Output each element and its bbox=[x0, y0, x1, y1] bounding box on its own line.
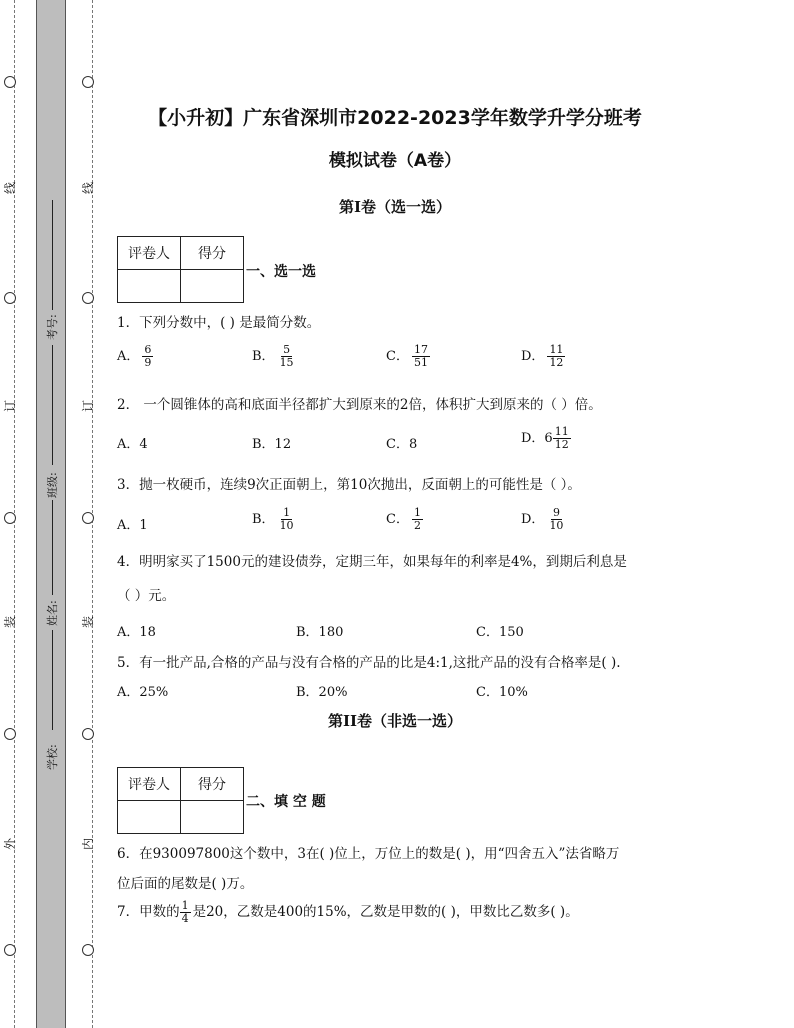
question-2-option-c[interactable]: C．8 bbox=[386, 437, 418, 452]
outer-mark-ding: 订 bbox=[3, 399, 18, 413]
option-label: D． bbox=[521, 512, 545, 527]
question-3-option-c[interactable] bbox=[386, 507, 423, 532]
question-5-option-a[interactable]: A．25% bbox=[117, 685, 169, 700]
score-table-score-header: 得分 bbox=[181, 237, 244, 270]
option-label: A． bbox=[117, 349, 140, 364]
binding-hole bbox=[82, 292, 94, 304]
field-line-school bbox=[52, 630, 53, 730]
question-4-option-b[interactable]: B．180 bbox=[296, 625, 344, 640]
question-2-option-d[interactable] bbox=[521, 426, 571, 451]
question-7: 7．甲数的 $\frac{1}{4}$ 是20，乙数是400的15%，乙数是甲数的( )，甲数比乙数多( )。 bbox=[117, 899, 579, 925]
fraction: $\frac{1}{2}$ bbox=[413, 506, 421, 532]
question-4-option-c[interactable]: C．150 bbox=[476, 625, 524, 640]
score-table-reviewer-cell[interactable] bbox=[118, 270, 181, 303]
inner-mark-xian: 线 bbox=[81, 181, 96, 195]
fraction: $\frac{11}{12}$ bbox=[549, 343, 564, 369]
score-table-2 bbox=[117, 767, 244, 834]
field-label-exam-no: 考号: bbox=[46, 314, 59, 340]
outer-mark-xian: 线 bbox=[3, 181, 18, 195]
page-title-line1: 【小升初】广东省深圳市2022-2023学年数学升学分班考 bbox=[148, 107, 642, 129]
question-3-option-d[interactable] bbox=[521, 507, 565, 532]
fraction: $\frac{1}{10}$ bbox=[279, 506, 294, 532]
outer-mark-zhuang: 装 bbox=[3, 615, 18, 629]
field-line-name bbox=[52, 500, 53, 595]
part1-title: 一、选一选 bbox=[246, 264, 316, 280]
score-table-score-cell[interactable] bbox=[181, 270, 244, 303]
part2-title: 二、填 空 题 bbox=[246, 794, 326, 810]
binding-hole bbox=[4, 292, 16, 304]
binding-hole bbox=[4, 76, 16, 88]
fraction: $\frac{9}{10}$ bbox=[549, 506, 564, 532]
option-label: D． bbox=[521, 349, 545, 364]
binding-band bbox=[36, 0, 66, 1028]
fraction: $\frac{5}{15}$ bbox=[279, 343, 294, 369]
question-6-line1: 6．在930097800这个数中，3在( )位上，万位上的数是( )，用“四舍五入”法省略万 bbox=[117, 846, 620, 862]
fraction: $\frac{17}{51}$ bbox=[413, 343, 428, 369]
question-3-option-a[interactable]: A．1 bbox=[117, 518, 148, 533]
option-label: C． bbox=[386, 512, 409, 527]
binding-hole bbox=[4, 728, 16, 740]
section2-heading: 第II卷（非选一选） bbox=[327, 712, 463, 730]
question-1-option-c[interactable] bbox=[386, 344, 430, 369]
inner-mark-zhuang: 装 bbox=[81, 615, 96, 629]
fraction: $\frac{11}{12}$ bbox=[554, 425, 569, 451]
score-table-score-cell[interactable] bbox=[181, 801, 244, 834]
question-4-option-a[interactable]: A．18 bbox=[117, 625, 156, 640]
option-label: C． bbox=[386, 349, 409, 364]
inner-mark-nei: 内 bbox=[81, 837, 96, 851]
question-5-option-c[interactable]: C．10% bbox=[476, 685, 528, 700]
field-label-school: 学校: bbox=[46, 744, 59, 770]
question-1-option-a[interactable] bbox=[117, 344, 153, 369]
question-1-stem: 1．下列分数中，( ) 是最简分数。 bbox=[117, 315, 321, 331]
option-label: B． bbox=[252, 349, 275, 364]
binding-hole bbox=[82, 944, 94, 956]
question-1-option-d[interactable] bbox=[521, 344, 565, 369]
question-6-line2: 位后面的尾数是( )万。 bbox=[117, 876, 254, 892]
question-3-option-b[interactable] bbox=[252, 507, 296, 532]
option-label: D．6 bbox=[521, 431, 553, 446]
inner-mark-ding: 订 bbox=[81, 399, 96, 413]
field-label-class: 班级: bbox=[46, 472, 59, 498]
fraction: $\frac{1}{4}$ bbox=[181, 899, 189, 925]
question-5-stem: 5．有一批产品,合格的产品与没有合格的产品的比是4:1,这批产品的没有合格率是( ). bbox=[117, 655, 621, 671]
binding-hole bbox=[82, 76, 94, 88]
question-5-option-b[interactable]: B．20% bbox=[296, 685, 348, 700]
field-line-class bbox=[52, 345, 53, 465]
outer-mark-wai: 外 bbox=[3, 837, 18, 851]
question-2-stem: 2． 一个圆锥体的高和底面半径都扩大到原来的2倍，体积扩大到原来的（ ）倍。 bbox=[117, 397, 602, 413]
question-4-stem-line1: 4．明明家买了1500元的建设债券，定期三年，如果每年的利率是4%，到期后利息是 bbox=[117, 554, 627, 570]
score-table-reviewer-header: 评卷人 bbox=[118, 237, 181, 270]
field-line-exam-no bbox=[52, 200, 53, 310]
section1-heading: 第I卷（选一选） bbox=[338, 198, 452, 216]
binding-hole bbox=[4, 944, 16, 956]
score-table-score-header: 得分 bbox=[181, 768, 244, 801]
question-1-option-b[interactable] bbox=[252, 344, 296, 369]
question-2-option-b[interactable]: B．12 bbox=[252, 437, 292, 452]
score-table-reviewer-header: 评卷人 bbox=[118, 768, 181, 801]
score-table-1 bbox=[117, 236, 244, 303]
field-label-name: 姓名: bbox=[46, 600, 59, 626]
score-table-reviewer-cell[interactable] bbox=[118, 801, 181, 834]
binding-hole bbox=[4, 512, 16, 524]
page-title-line2: 模拟试卷（A卷） bbox=[328, 151, 462, 171]
question-4-stem-line2: （ ）元。 bbox=[117, 588, 176, 604]
binding-hole bbox=[82, 512, 94, 524]
question-3-stem: 3．抛一枚硬币，连续9次正面朝上，第10次抛出，反面朝上的可能性是（ ）。 bbox=[117, 477, 581, 493]
binding-hole bbox=[82, 728, 94, 740]
option-label: B． bbox=[252, 512, 275, 527]
fraction: $\frac{6}{9}$ bbox=[144, 343, 152, 369]
question-2-option-a[interactable]: A．4 bbox=[117, 437, 148, 452]
